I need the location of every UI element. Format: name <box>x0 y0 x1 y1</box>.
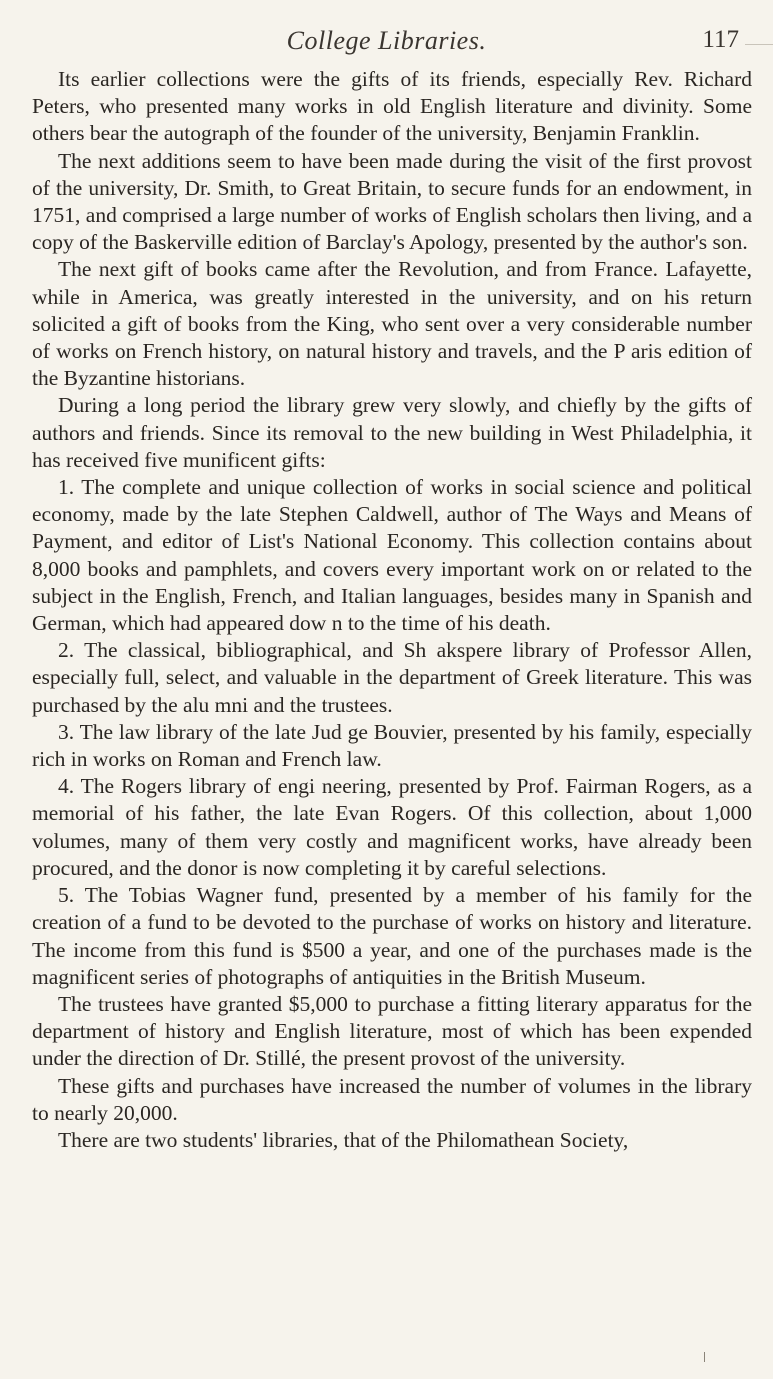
paragraph-slow-growth: During a long period the library grew very slowly, and chiefly by the gifts of authors and friends. Since its removal to the new building in West Philadelphia, it has received five munificent gifts: <box>32 393 752 472</box>
header-rule <box>745 44 773 45</box>
stray-mark <box>704 1352 705 1362</box>
paragraph-gift-4: 4. The Rogers library of engi neering, presented by Prof. Fairman Rogers, as a memorial of his father, the late Evan Rogers. Of this collection, about 1,000 volumes, many of them very costly and magnificent works, have already been procured, and the donor is now completing it by careful selections. <box>32 774 752 880</box>
body-text <box>32 66 752 1154</box>
paragraph-gift-3: 3. The law library of the late Jud ge Bouvier, presented by his family, especially rich in works on Roman and French law. <box>32 719 752 772</box>
paragraph-gift-5: 5. The Tobias Wagner fund, presented by a member of his family for the creation of a fund to be devoted to the purchase of works on history and literature. The income from this fund is $500 a year, and one of the purchases made is the magnificent series of photographs of antiquities in the British Museum. <box>32 883 752 989</box>
paragraph-students-libraries: There are two students' libraries, that of the Philomathean Society, <box>58 1127 629 1152</box>
running-title: College Libraries. <box>286 26 487 55</box>
paragraph-next-additions: The next additions seem to have been made during the visit of the first provost of the university, Dr. Smith, to Great Britain, to secure funds for an endowment, in 1751, and comprised a large number of works of English scholars then living, and a copy of the Baskerville edition of Barclay's Apology, presented by the author's son. <box>32 148 752 255</box>
paragraph-gift-from-france: The next gift of books came after the Revolution, and from France. Lafayette, while in America, was greatly interested in the university, and on his return solicited a gift of books from the King, who sent over a very considerable number of works on French history, on natural history and travels, and the P aris edition of the Byzantine historians. <box>32 257 752 391</box>
paragraph-volume-count: These gifts and purchases have increased the number of volumes in the library to nearly 20,000. <box>32 1073 752 1125</box>
paragraph-earlier-collections: Its earlier collections were the gifts of its friends, especially Rev. Richard Peters, who presented many works in old English literature and divinity. Some others bear the autograph of the founder of the university, Benjamin Franklin. <box>32 67 752 146</box>
page-header <box>0 22 773 62</box>
paragraph-trustees-grant: The trustees have granted $5,000 to purchase a fitting literary apparatus for the department of history and English literature, most of which has been expended under the direction of Dr. Stillé, the present provost of the university. <box>32 991 752 1071</box>
page-number: 117 <box>702 26 739 53</box>
paragraph-gift-2: 2. The classical, bibliographical, and Sh akspere library of Professor Allen, especially full, select, and valuable in the department of Greek literature. This was purchased by the alu mni and the trustees. <box>32 638 752 717</box>
paragraph-gift-1: 1. The complete and unique collection of works in social science and political economy, made by the late Stephen Caldwell, author of The Ways and Means of Payment, and editor of List's National Economy. This collection contains about 8,000 books and pamphlets, and covers every important work on or related to the subject in the English, French, and Italian languages, besides many in Spanish and German, which had appeared dow n to the time of his death. <box>32 475 752 636</box>
